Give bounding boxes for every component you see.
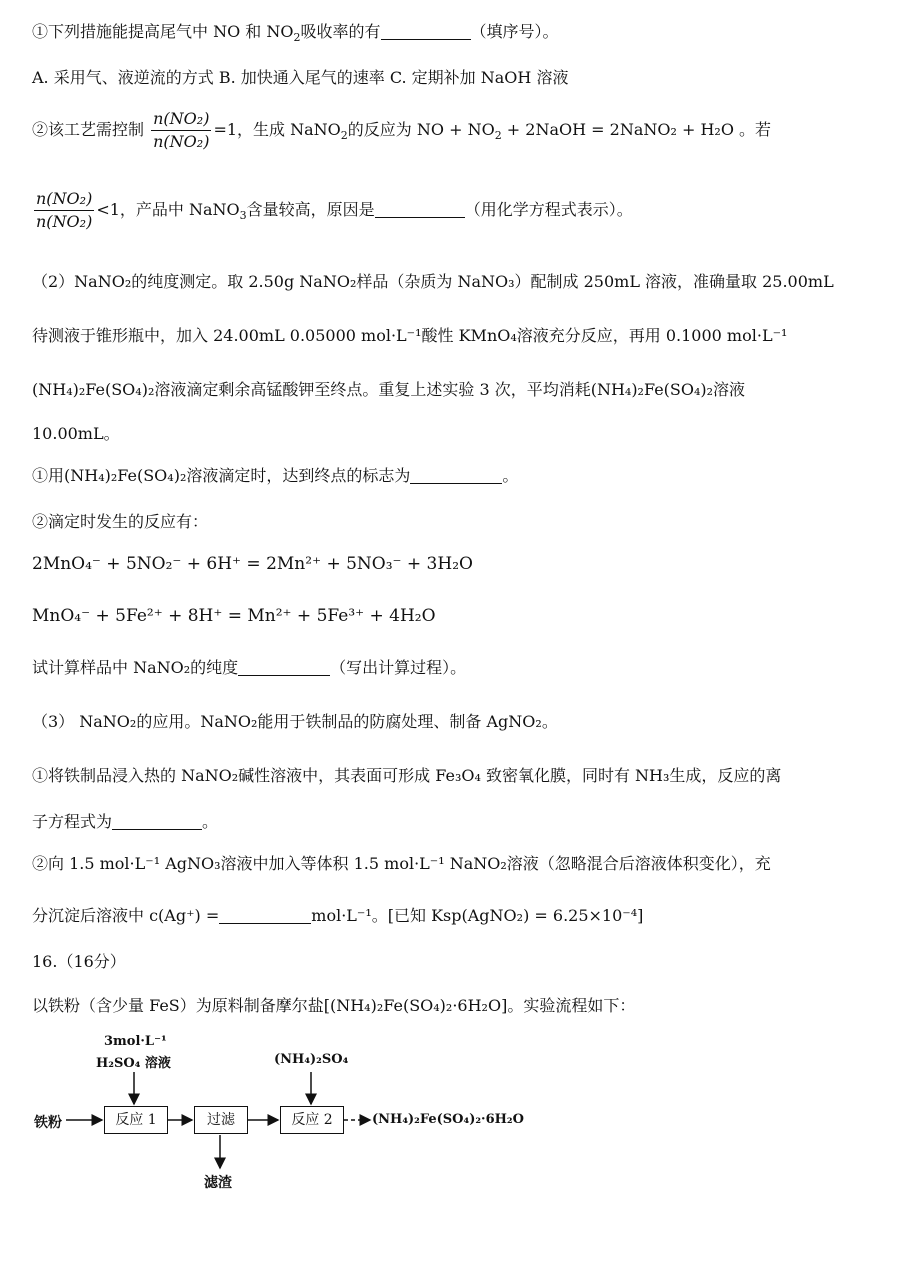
start-iron-powder: 铁粉	[34, 1115, 62, 1131]
q15-2-line3: (NH₄)₂Fe(SO₄)₂溶液滴定剩余高锰酸钾至终点。重复上述实验 3 次，平均消耗(NH₄)₂Fe(SO₄)₂溶液	[32, 380, 746, 399]
q15-3-line1: （3） NaNO₂的应用。NaNO₂能用于铁制品的防腐处理、制备 AgNO₂。	[32, 712, 558, 731]
fraction-numerator: n(NO₂)	[151, 108, 211, 131]
q16-heading: 16.（16分）	[32, 952, 126, 971]
q15-1-1-tail: （填序号）。	[470, 22, 559, 41]
q15-options: A. 采用气、液逆流的方式 B. 加快通入尾气的速率 C. 定期补加 NaOH 溶液	[32, 68, 569, 87]
q15-2-q1-line	[32, 464, 518, 488]
answer-blank[interactable]	[219, 907, 311, 924]
answer-blank[interactable]	[238, 659, 330, 676]
q15-1-2-line: ②该工艺需控制 $\frac{\text{n(NO₂)}}{\text{n(NO₂)}}$ =1，生成 NaNO$_2$的反应为 NO + $NO_2$ + 2NaOH = 2NaNO₂ + H₂O 。若	[32, 109, 772, 151]
q15-3-q2b: 分沉淀后溶液中 c(Ag⁺) =	[32, 906, 220, 925]
q15-1-2-lead: ②该工艺需控制	[32, 120, 145, 139]
q15-2-line4: 10.00mL。	[32, 424, 120, 443]
q15-3-q2a: ②向 1.5 mol·L⁻¹ AgNO₃溶液中加入等体积 1.5 mol·L⁻¹ NaNO₂溶液（忽略混合后溶液体积变化），充	[32, 854, 771, 873]
residue-label: 滤渣	[204, 1175, 232, 1191]
answer-blank[interactable]	[381, 23, 471, 40]
answer-blank[interactable]	[112, 813, 202, 830]
flow-arrows	[0, 1020, 900, 1220]
q15-2-calc: 试计算样品中 NaNO₂的纯度	[32, 658, 239, 677]
q15-2-line1: （2）NaNO₂的纯度测定。取 2.50g NaNO₂样品（杂质为 NaNO₃）配制成 250mL 溶液，准确量取 25.00mL	[32, 272, 834, 291]
q15-3-q2-tail: mol·L⁻¹。[已知 Ksp(AgNO₂) = 6.25×10⁻⁴]	[311, 906, 644, 925]
reagent1-conc: 3mol·L⁻¹	[104, 1034, 167, 1049]
box-reaction-1: 反应 1	[104, 1106, 168, 1134]
fraction-denominator: n(NO₂)	[153, 132, 210, 151]
q15-1-3-line: $\frac{\text{n(NO₂)}}{\text{n(NO₂)}}$ <1，产品中 NaNO$_3$含量较高，原因是 （用化学方程式表示）。	[36, 189, 633, 231]
reaction-equation-1: 2MnO₄⁻ + 5NO₂⁻ + 6H⁺ = 2Mn²⁺ + 5NO₃⁻ + 3H₂O	[32, 554, 473, 574]
q16-intro: 以铁粉（含少量 FeS）为原料制备摩尔盐[(NH₄)₂Fe(SO₄)₂·6H₂O]。实验流程如下：	[32, 996, 636, 1015]
q15-1-3-mid: 含量较高，原因是	[246, 200, 375, 219]
q15-1-2-mid: 的反应为 NO + NO	[347, 120, 495, 139]
product-label: (NH₄)₂Fe(SO₄)₂·6H₂O	[372, 1112, 524, 1127]
q15-1-1-text-a: ①下列措施能提高尾气中 NO 和 NO	[32, 22, 294, 41]
q15-2-calc-line	[32, 656, 466, 680]
q15-3-q1a: ①将铁制品浸入热的 NaNO₂碱性溶液中，其表面可形成 Fe₃O₄ 致密氧化膜，同时有 NH₃生成，反应的离	[32, 766, 782, 785]
q15-2-calc-tail: （写出计算过程）。	[330, 658, 467, 677]
q15-3-q1b-line	[32, 810, 218, 834]
box-reaction-2: 反应 2	[280, 1106, 344, 1134]
answer-blank[interactable]	[375, 201, 465, 218]
q15-2-q1-tail: 。	[502, 466, 519, 485]
reaction-equation-2: MnO₄⁻ + 5Fe²⁺ + 8H⁺ = Mn²⁺ + 5Fe³⁺ + 4H₂O	[32, 606, 436, 626]
q15-2-q2: ②滴定时发生的反应有：	[32, 512, 209, 531]
q15-1-3-tail: （用化学方程式表示）。	[464, 200, 633, 219]
q15-1-1-text-b: 吸收率的有	[300, 22, 381, 41]
fraction-denominator-2: n(NO₂)	[36, 212, 93, 231]
answer-blank[interactable]	[410, 467, 502, 484]
reagent1-name: H₂SO₄ 溶液	[96, 1056, 171, 1071]
q15-1-1-line: ①下列措施能提高尾气中 NO 和 $NO_2$吸收率的有 （填序号）。	[32, 22, 559, 45]
q15-3-q1b: 子方程式为	[32, 812, 113, 831]
q15-1-3-lt: <1，产品中 NaNO	[96, 200, 240, 219]
reagent2-name: (NH₄)₂SO₄	[274, 1052, 349, 1067]
ratio-fraction-2	[34, 188, 94, 233]
q15-2-line2: 待测液于锥形瓶中，加入 24.00mL 0.05000 mol·L⁻¹酸性 KMnO₄溶液充分反应，再用 0.1000 mol·L⁻¹	[32, 326, 788, 345]
fraction-numerator-2: n(NO₂)	[34, 188, 94, 211]
q15-1-2-tail: + 2NaOH = 2NaNO₂ + H₂O 。若	[506, 120, 772, 139]
q15-3-q2b-line	[32, 904, 643, 928]
q15-2-q1: ①用(NH₄)₂Fe(SO₄)₂溶液滴定时，达到终点的标志为	[32, 466, 411, 485]
q15-3-q1-tail: 。	[202, 812, 219, 831]
ratio-fraction	[151, 108, 211, 153]
box-filter: 过滤	[194, 1106, 248, 1134]
q15-1-2-eq1: =1，生成 NaNO	[213, 120, 341, 139]
